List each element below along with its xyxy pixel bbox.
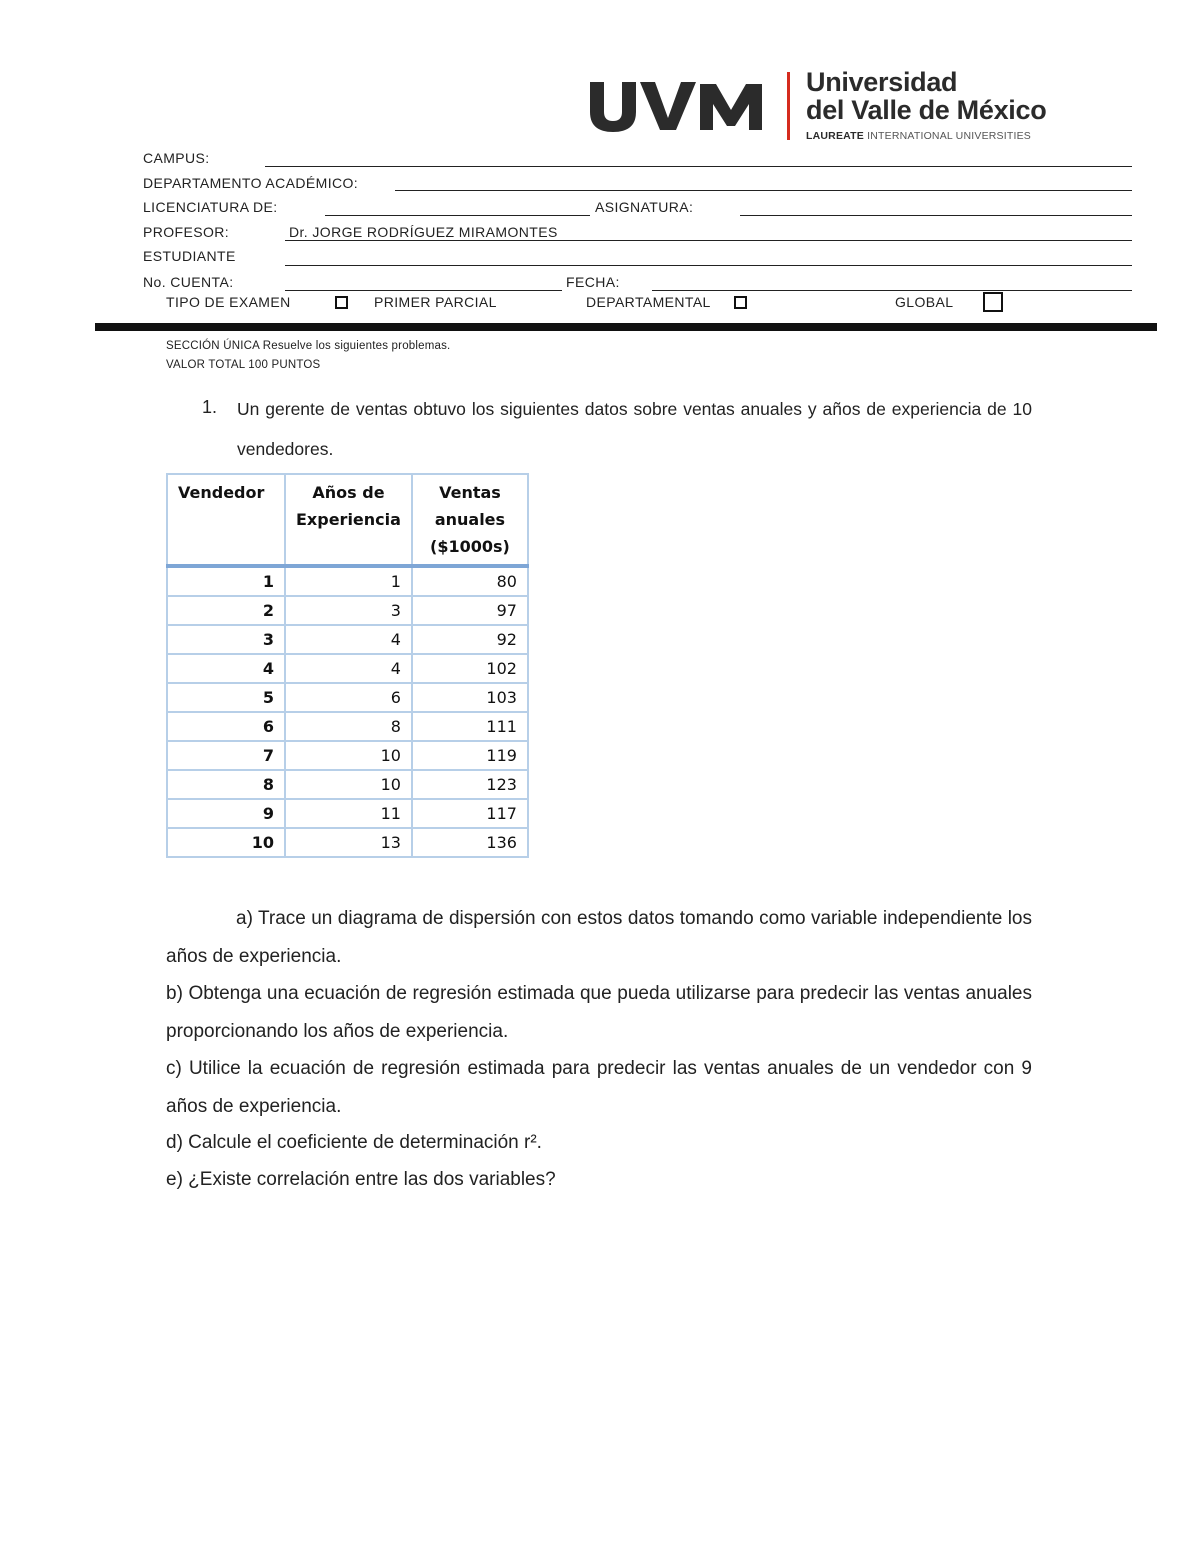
table-row xyxy=(167,828,528,857)
cell-anos: 10 xyxy=(285,770,412,799)
question-number: 1. xyxy=(202,397,218,417)
cell-vendedor: 7 xyxy=(167,741,285,770)
estudiante-field[interactable] xyxy=(285,265,1132,266)
subquestion-a: a) Trace un diagrama de dispersión con estos datos tomando como variable independiente los años de experiencia. xyxy=(166,908,1032,967)
table-row xyxy=(167,712,528,741)
cell-vendedor: 3 xyxy=(167,625,285,654)
cell-anos: 1 xyxy=(285,566,412,596)
section-title-rest: Resuelve los siguientes problemas. xyxy=(262,340,451,352)
profesor-label: PROFESOR: xyxy=(143,224,230,240)
subquestion-b: b) Obtenga una ecuación de regresión estimada que pueda utilizarse para predecir las ventas anuales proporcionando los años de experiencia. xyxy=(166,983,1032,1042)
laureate-bold: LAUREATE xyxy=(806,130,864,142)
campus-field[interactable] xyxy=(265,166,1132,167)
table-header-row xyxy=(167,474,528,566)
cell-ventas: 136 xyxy=(412,828,528,857)
section-value: VALOR TOTAL 100 PUNTOS xyxy=(166,359,321,371)
cell-anos: 8 xyxy=(285,712,412,741)
university-name-line2: del Valle de México xyxy=(806,95,1047,125)
header-anos-experiencia: Años de Experiencia xyxy=(285,474,412,566)
cell-vendedor: 1 xyxy=(167,566,285,596)
departamento-field[interactable] xyxy=(395,190,1132,191)
estudiante-label: ESTUDIANTE xyxy=(143,248,236,264)
header-ventas-anuales: Ventas anuales ($1000s) xyxy=(412,474,528,566)
table-row xyxy=(167,654,528,683)
table-row xyxy=(167,596,528,625)
cell-ventas: 92 xyxy=(412,625,528,654)
header-vendedor: Vendedor xyxy=(167,474,285,566)
cell-vendedor: 8 xyxy=(167,770,285,799)
table-row xyxy=(167,683,528,712)
cell-ventas: 80 xyxy=(412,566,528,596)
subquestion-d: d) Calcule el coeficiente de determinación r². xyxy=(166,1132,542,1153)
departamento-label: DEPARTAMENTO ACADÉMICO: xyxy=(143,175,359,191)
cell-ventas: 111 xyxy=(412,712,528,741)
cell-ventas: 117 xyxy=(412,799,528,828)
sales-table xyxy=(166,473,529,858)
cell-anos: 3 xyxy=(285,596,412,625)
subquestion-e: e) ¿Existe correlación entre las dos variables? xyxy=(166,1169,556,1190)
global-checkbox[interactable] xyxy=(983,292,1003,312)
global-label: GLOBAL xyxy=(895,294,954,310)
licenciatura-field[interactable] xyxy=(325,215,590,216)
cell-anos: 11 xyxy=(285,799,412,828)
header-separator xyxy=(95,323,1157,331)
cuenta-field[interactable] xyxy=(285,290,562,291)
cell-ventas: 102 xyxy=(412,654,528,683)
asignatura-field[interactable] xyxy=(740,215,1132,216)
primer-parcial-checkbox[interactable] xyxy=(335,296,348,309)
cuenta-label: No. CUENTA: xyxy=(143,274,234,290)
cell-ventas: 119 xyxy=(412,741,528,770)
departamental-label: DEPARTAMENTAL xyxy=(586,294,711,310)
cell-vendedor: 4 xyxy=(167,654,285,683)
logo-divider xyxy=(787,72,790,140)
cell-vendedor: 10 xyxy=(167,828,285,857)
cell-anos: 10 xyxy=(285,741,412,770)
departamental-checkbox[interactable] xyxy=(734,296,747,309)
tipo-examen-label: TIPO DE EXAMEN xyxy=(166,294,291,310)
cell-anos: 6 xyxy=(285,683,412,712)
uvm-logo-mark xyxy=(588,78,768,134)
question-text: Un gerente de ventas obtuvo los siguientes datos sobre ventas anuales y años de experiencia de 10 vendedores. xyxy=(237,399,1032,459)
fecha-label: FECHA: xyxy=(566,274,620,290)
primer-parcial-label: PRIMER PARCIAL xyxy=(374,294,497,310)
section-title xyxy=(166,340,450,352)
cell-vendedor: 2 xyxy=(167,596,285,625)
cell-anos: 4 xyxy=(285,654,412,683)
table-row xyxy=(167,566,528,596)
licenciatura-label: LICENCIATURA DE: xyxy=(143,199,278,215)
table-row xyxy=(167,625,528,654)
cell-anos: 4 xyxy=(285,625,412,654)
profesor-value: Dr. JORGE RODRÍGUEZ MIRAMONTES xyxy=(289,224,558,240)
cell-vendedor: 9 xyxy=(167,799,285,828)
profesor-field[interactable] xyxy=(285,240,1132,241)
laureate-affiliation xyxy=(806,130,1031,142)
section-title-bold: SECCIÓN ÚNICA xyxy=(166,340,260,352)
cell-vendedor: 6 xyxy=(167,712,285,741)
table-row xyxy=(167,799,528,828)
table-row xyxy=(167,741,528,770)
university-name xyxy=(806,68,1046,124)
cell-ventas: 97 xyxy=(412,596,528,625)
subquestion-c: c) Utilice la ecuación de regresión estimada para predecir las ventas anuales de un vendedor con 9 años de experiencia. xyxy=(166,1058,1032,1117)
table-row xyxy=(167,770,528,799)
fecha-field[interactable] xyxy=(652,290,1132,291)
cell-vendedor: 5 xyxy=(167,683,285,712)
cell-ventas: 103 xyxy=(412,683,528,712)
university-name-line1: Universidad xyxy=(806,67,958,97)
cell-anos: 13 xyxy=(285,828,412,857)
campus-label: CAMPUS: xyxy=(143,150,210,166)
laureate-rest: INTERNATIONAL UNIVERSITIES xyxy=(867,130,1032,142)
cell-ventas: 123 xyxy=(412,770,528,799)
asignatura-label: ASIGNATURA: xyxy=(595,199,694,215)
